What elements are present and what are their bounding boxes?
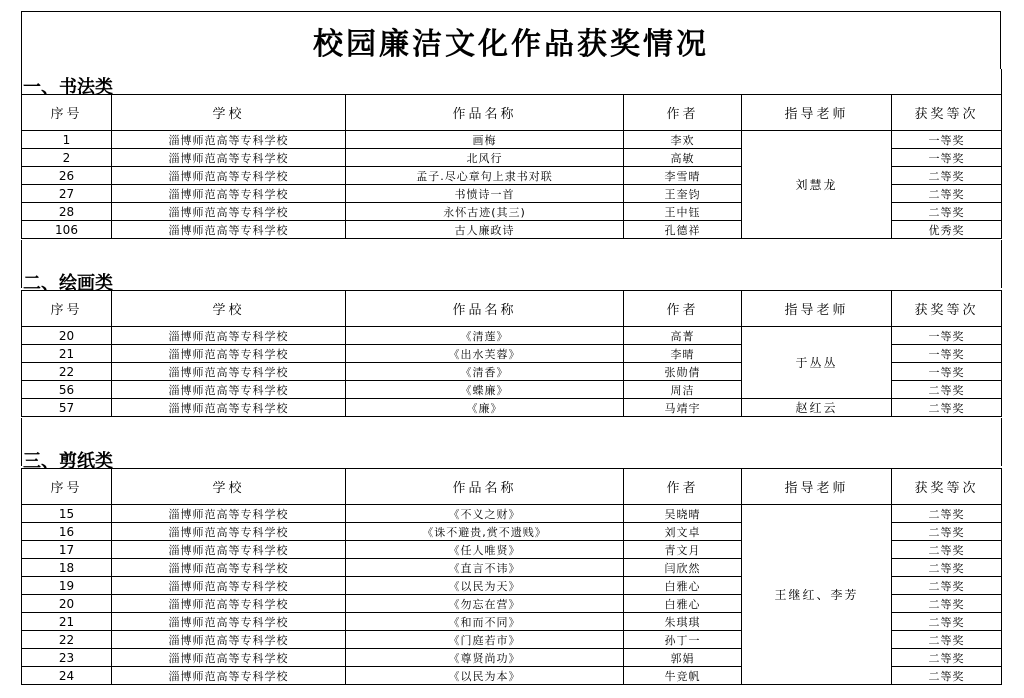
cell-award: 二等奖	[892, 613, 1002, 631]
cell-work: 《任人唯贤》	[346, 541, 624, 559]
page-title: 校园廉洁文化作品获奖情况	[21, 11, 1001, 69]
cell-no: 22	[22, 631, 112, 649]
cell-school: 淄博师范高等专科学校	[112, 363, 346, 381]
cell-work: 《和而不同》	[346, 613, 624, 631]
cell-author: 李雪晴	[624, 167, 742, 185]
header-work: 作品名称	[346, 95, 624, 131]
cell-school: 淄博师范高等专科学校	[112, 149, 346, 167]
cell-no: 20	[22, 595, 112, 613]
cell-teacher: 于丛丛	[742, 327, 892, 399]
header-teacher: 指导老师	[742, 291, 892, 327]
header-teacher: 指导老师	[742, 95, 892, 131]
cell-award: 二等奖	[892, 185, 1002, 203]
cell-author: 郭娟	[624, 649, 742, 667]
cell-award: 二等奖	[892, 399, 1002, 417]
cell-no: 18	[22, 559, 112, 577]
header-row	[22, 469, 1002, 505]
cell-award: 二等奖	[892, 203, 1002, 221]
header-no: 序号	[22, 291, 112, 327]
cell-no: 24	[22, 667, 112, 685]
cell-author: 朱琪琪	[624, 613, 742, 631]
cell-author: 马靖宇	[624, 399, 742, 417]
cell-school: 淄博师范高等专科学校	[112, 203, 346, 221]
cell-author: 高菁	[624, 327, 742, 345]
cell-award: 一等奖	[892, 327, 1002, 345]
cell-award: 二等奖	[892, 595, 1002, 613]
cell-award: 二等奖	[892, 541, 1002, 559]
cell-award: 二等奖	[892, 381, 1002, 399]
cell-award: 二等奖	[892, 523, 1002, 541]
frame-edge-right	[1001, 240, 1002, 288]
cell-author: 李晴	[624, 345, 742, 363]
cell-work: 《清香》	[346, 363, 624, 381]
cell-author: 孙丁一	[624, 631, 742, 649]
cell-author: 孔德祥	[624, 221, 742, 239]
cell-school: 淄博师范高等专科学校	[112, 167, 346, 185]
cell-teacher: 王继红、李芳	[742, 505, 892, 685]
header-row	[22, 291, 1002, 327]
cell-school: 淄博师范高等专科学校	[112, 559, 346, 577]
cell-school: 淄博师范高等专科学校	[112, 649, 346, 667]
cell-award: 一等奖	[892, 149, 1002, 167]
cell-no: 20	[22, 327, 112, 345]
cell-no: 15	[22, 505, 112, 523]
cell-work: 书愤诗一首	[346, 185, 624, 203]
cell-author: 周洁	[624, 381, 742, 399]
papercut-table	[21, 468, 1002, 685]
frame-edge-left	[21, 240, 22, 288]
cell-work: 《出水芙蓉》	[346, 345, 624, 363]
cell-work: 古人廉政诗	[346, 221, 624, 239]
header-school: 学校	[112, 95, 346, 131]
table-row	[22, 131, 1002, 149]
cell-no: 17	[22, 541, 112, 559]
cell-school: 淄博师范高等专科学校	[112, 613, 346, 631]
cell-no: 16	[22, 523, 112, 541]
cell-no: 57	[22, 399, 112, 417]
frame-edge-right	[1001, 69, 1002, 94]
cell-school: 淄博师范高等专科学校	[112, 577, 346, 595]
table-row	[22, 505, 1002, 523]
cell-no: 26	[22, 167, 112, 185]
cell-school: 淄博师范高等专科学校	[112, 185, 346, 203]
header-school: 学校	[112, 469, 346, 505]
header-no: 序号	[22, 95, 112, 131]
cell-school: 淄博师范高等专科学校	[112, 327, 346, 345]
cell-school: 淄博师范高等专科学校	[112, 523, 346, 541]
cell-award: 二等奖	[892, 631, 1002, 649]
cell-award: 优秀奖	[892, 221, 1002, 239]
cell-author: 高敏	[624, 149, 742, 167]
cell-work: 《勿忘在营》	[346, 595, 624, 613]
section-title-papercut: 三、剪纸类	[23, 451, 113, 472]
cell-teacher: 刘慧龙	[742, 131, 892, 239]
cell-no: 21	[22, 345, 112, 363]
cell-school: 淄博师范高等专科学校	[112, 221, 346, 239]
cell-work: 画梅	[346, 131, 624, 149]
cell-school: 淄博师范高等专科学校	[112, 505, 346, 523]
cell-author: 闫欣然	[624, 559, 742, 577]
header-award: 获奖等次	[892, 469, 1002, 505]
table-row	[22, 327, 1002, 345]
header-author: 作者	[624, 291, 742, 327]
cell-author: 刘文卓	[624, 523, 742, 541]
cell-author: 张勋倩	[624, 363, 742, 381]
header-school: 学校	[112, 291, 346, 327]
header-work: 作品名称	[346, 291, 624, 327]
table-row	[22, 399, 1002, 417]
section-title-painting: 二、绘画类	[23, 273, 113, 294]
cell-no: 21	[22, 613, 112, 631]
cell-school: 淄博师范高等专科学校	[112, 345, 346, 363]
cell-award: 一等奖	[892, 363, 1002, 381]
cell-school: 淄博师范高等专科学校	[112, 595, 346, 613]
cell-no: 27	[22, 185, 112, 203]
cell-no: 56	[22, 381, 112, 399]
cell-work: 《诛不避贵,赏不遗贱》	[346, 523, 624, 541]
frame-edge-left	[21, 69, 22, 94]
cell-author: 王中钰	[624, 203, 742, 221]
calligraphy-table	[21, 94, 1002, 239]
cell-no: 28	[22, 203, 112, 221]
header-award: 获奖等次	[892, 95, 1002, 131]
cell-no: 1	[22, 131, 112, 149]
cell-author: 青文月	[624, 541, 742, 559]
cell-author: 白雅心	[624, 595, 742, 613]
frame-edge-left	[21, 418, 22, 466]
cell-work: 《以民为天》	[346, 577, 624, 595]
cell-school: 淄博师范高等专科学校	[112, 381, 346, 399]
cell-author: 李欢	[624, 131, 742, 149]
cell-no: 22	[22, 363, 112, 381]
cell-school: 淄博师范高等专科学校	[112, 399, 346, 417]
cell-school: 淄博师范高等专科学校	[112, 541, 346, 559]
cell-award: 二等奖	[892, 167, 1002, 185]
frame-edge-right	[1001, 418, 1002, 466]
cell-author: 牛竞帆	[624, 667, 742, 685]
cell-no: 19	[22, 577, 112, 595]
cell-author: 吴晓晴	[624, 505, 742, 523]
cell-award: 一等奖	[892, 131, 1002, 149]
cell-work: 孟子.尽心章句上隶书对联	[346, 167, 624, 185]
cell-work: 永怀古迹(其三)	[346, 203, 624, 221]
cell-school: 淄博师范高等专科学校	[112, 667, 346, 685]
cell-work: 《直言不讳》	[346, 559, 624, 577]
cell-award: 二等奖	[892, 559, 1002, 577]
header-row	[22, 95, 1002, 131]
cell-work: 北风行	[346, 149, 624, 167]
header-author: 作者	[624, 469, 742, 505]
section-title-calligraphy: 一、书法类	[23, 77, 113, 98]
cell-no: 2	[22, 149, 112, 167]
cell-work: 《以民为本》	[346, 667, 624, 685]
cell-award: 二等奖	[892, 649, 1002, 667]
cell-school: 淄博师范高等专科学校	[112, 131, 346, 149]
cell-no: 23	[22, 649, 112, 667]
header-no: 序号	[22, 469, 112, 505]
cell-author: 白雅心	[624, 577, 742, 595]
cell-work: 《不义之财》	[346, 505, 624, 523]
cell-award: 二等奖	[892, 505, 1002, 523]
header-work: 作品名称	[346, 469, 624, 505]
cell-no: 106	[22, 221, 112, 239]
header-award: 获奖等次	[892, 291, 1002, 327]
cell-school: 淄博师范高等专科学校	[112, 631, 346, 649]
cell-award: 二等奖	[892, 667, 1002, 685]
cell-award: 一等奖	[892, 345, 1002, 363]
cell-author: 王奎钧	[624, 185, 742, 203]
header-author: 作者	[624, 95, 742, 131]
header-teacher: 指导老师	[742, 469, 892, 505]
cell-work: 《廉》	[346, 399, 624, 417]
cell-work: 《门庭若市》	[346, 631, 624, 649]
cell-award: 二等奖	[892, 577, 1002, 595]
cell-work: 《尊贤尚功》	[346, 649, 624, 667]
cell-work: 《蝶廉》	[346, 381, 624, 399]
cell-teacher: 赵红云	[742, 399, 892, 417]
painting-table	[21, 290, 1002, 417]
cell-work: 《清莲》	[346, 327, 624, 345]
